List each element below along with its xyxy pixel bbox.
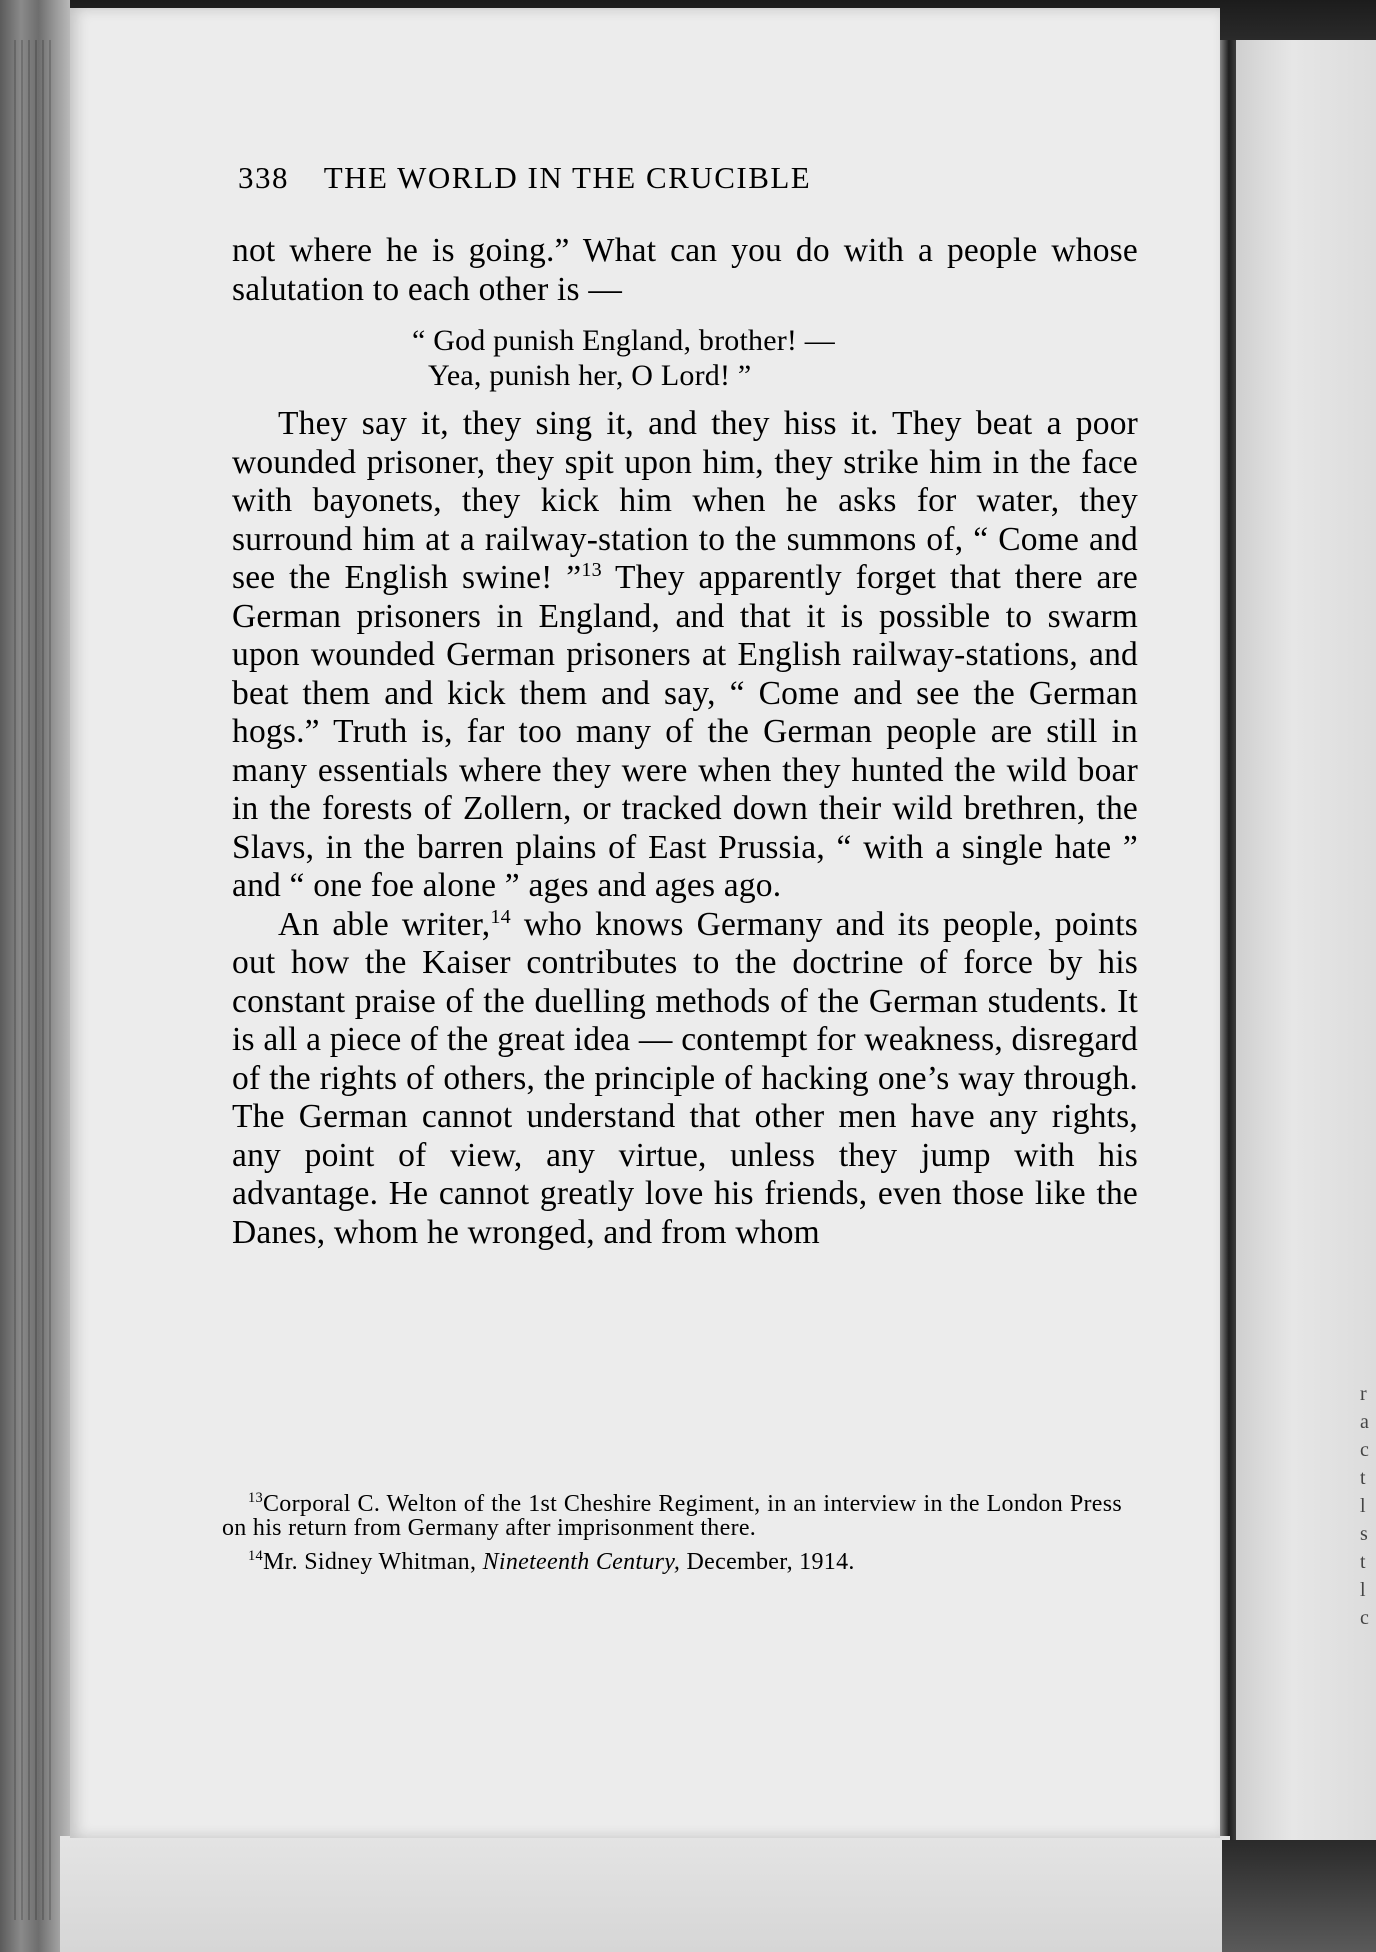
facing-letter: c [1360, 1607, 1369, 1629]
running-title: THE WORLD IN THE CRUCIBLE [323, 160, 812, 195]
paragraph-1 [232, 405, 1138, 906]
footnote-ref-14: 14 [490, 905, 511, 928]
page-bottom-margin [60, 1836, 1230, 1952]
facing-letter: r [1360, 1383, 1367, 1405]
footnote-14-suffix: December, 1914. [680, 1549, 855, 1575]
paragraph-1-text-a: They say it, they sing it, and they hiss it. They beat a poor wounded prisoner, they spit upon him, they strike him in the face with bayonets, they kick him when he asks for water, they surround him at a railway-station to the summons of, “ Come and see the English swine! ” [232, 405, 1138, 596]
running-header [238, 160, 1038, 210]
footnote-14 [222, 1550, 1122, 1574]
facing-letter: l [1360, 1495, 1366, 1517]
facing-letter: t [1360, 1551, 1366, 1573]
facing-letter: a [1360, 1411, 1369, 1433]
verse-line-1: “ God punish England, brother! — [412, 324, 835, 357]
paragraph-1-text-b: They apparently forget that there are German prisoners in England, and that it is possible to swarm upon wounded German prisoners at English railway-stations, and beat them and kick them and say, “ Come and see the German hogs.” Truth is, far too many of the German people are still in many essentials where they were when they hunted the wild boar in the forests of Zollern, or tracked down their wild brethren, the Slavs, in the barren plains of East Prussia, “ with a single hate ” and “ one foe alone ” ages and ages ago. [232, 559, 1138, 904]
facing-letter: t [1360, 1467, 1366, 1489]
scanner-background-bottom [1222, 1840, 1376, 1952]
page-number: 338 [238, 160, 289, 195]
footnote-14-source: Nineteenth Century, [482, 1549, 681, 1575]
facing-page-letters [1360, 1380, 1374, 1632]
facing-letter: l [1360, 1579, 1366, 1601]
footnote-13-text: Corporal C. Welton of the 1st Cheshire Regiment, in an interview in the London Press on his return from Germany after imprisonment there. [222, 1491, 1122, 1541]
verse-line-2: Yea, punish her, O Lord! ” [428, 359, 752, 392]
paragraph-2 [232, 906, 1138, 1253]
book-gutter [1218, 40, 1236, 1840]
facing-page-edge [1236, 40, 1376, 1952]
verse-quotation [232, 323, 1138, 393]
footnote-14-marker: 14 [248, 1548, 263, 1564]
footnote-ref-13: 13 [581, 558, 602, 581]
footnote-13-marker: 13 [248, 1490, 263, 1506]
body-text [232, 232, 1138, 1252]
facing-letter: s [1360, 1523, 1368, 1545]
paragraph-2-text-a: An able writer, [278, 905, 491, 943]
footnotes [222, 1492, 1122, 1574]
paragraph-2-text-b: who knows Germany and its people, points out how the Kaiser contributes to the doctrine of force by his constant praise of the duelling methods of the German students. It is all a piece of the great idea — contempt for weakness, disregard of the rights of others, the principle of hacking one’s way through. The German cannot understand that other men have any rights, any point of view, any virtue, unless they jump with his advantage. He cannot greatly love his friends, even those like the Danes, whom he wronged, and from whom [232, 905, 1138, 1251]
footnote-13 [222, 1492, 1122, 1540]
page-stack-lines [14, 40, 54, 1920]
opening-paragraph: not where he is going.” What can you do with a people whose salutation to each other is — [232, 232, 1138, 308]
facing-letter: c [1360, 1439, 1369, 1461]
footnote-14-prefix: Mr. Sidney Whitman, [263, 1549, 483, 1575]
